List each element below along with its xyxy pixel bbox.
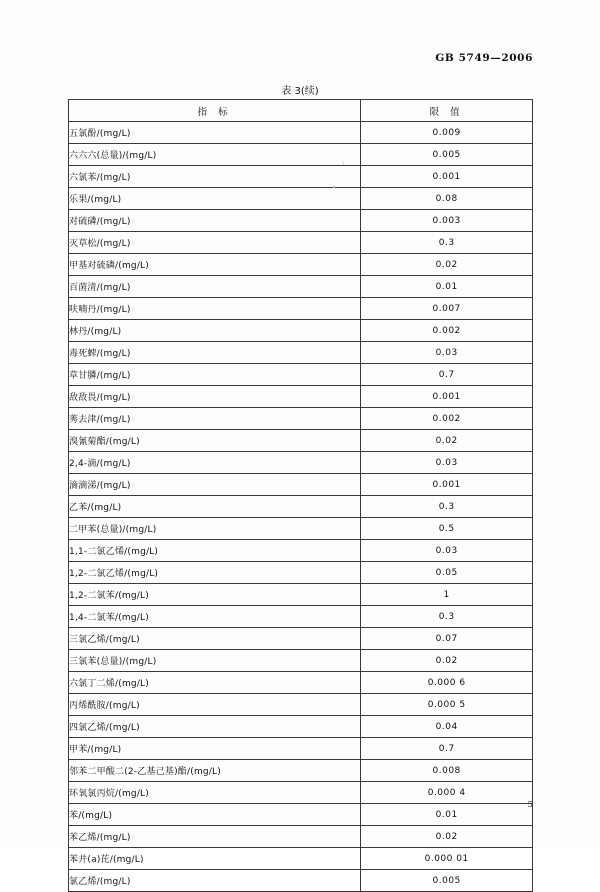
table-row [69, 848, 533, 870]
cell-item: 甲苯/(mg/L) [69, 738, 361, 760]
cell-limit: 0.003 [361, 210, 533, 232]
cell-item: 1,4-二氯苯/(mg/L) [69, 606, 361, 628]
page-number: 5 [527, 800, 533, 810]
table-row [69, 408, 533, 430]
cell-limit: 0.03 [361, 342, 533, 364]
table-body [69, 122, 533, 892]
cell-item: 甲基对硫磷/(mg/L) [69, 254, 361, 276]
cell-item: 三氯乙烯/(mg/L) [69, 628, 361, 650]
table-row [69, 298, 533, 320]
cell-limit: 0.002 [361, 408, 533, 430]
cell-limit: 0.02 [361, 430, 533, 452]
cell-limit: 0.03 [361, 540, 533, 562]
cell-item: 丙烯酰胺/(mg/L) [69, 694, 361, 716]
table-row [69, 232, 533, 254]
cell-limit: 0.000 5 [361, 694, 533, 716]
cell-limit: 0.000 6 [361, 672, 533, 694]
cell-item: 六六六(总量)/(mg/L) [69, 144, 361, 166]
table-row [69, 518, 533, 540]
scan-artifact-mark: ﹨ [340, 159, 347, 167]
cell-item: 草甘膦/(mg/L) [69, 364, 361, 386]
cell-limit: 0.001 [361, 386, 533, 408]
table-row [69, 386, 533, 408]
table-caption: 表 3(续) [281, 86, 319, 97]
table-row [69, 430, 533, 452]
cell-item: 邻苯二甲酸二(2-乙基己基)酯/(mg/L) [69, 760, 361, 782]
cell-item: 氯乙烯/(mg/L) [69, 870, 361, 892]
cell-item: 呋喃丹/(mg/L) [69, 298, 361, 320]
table-row [69, 254, 533, 276]
table-row [69, 496, 533, 518]
cell-limit: 0.04 [361, 716, 533, 738]
table-row [69, 452, 533, 474]
cell-limit: 0.001 [361, 166, 533, 188]
table-row [69, 562, 533, 584]
cell-item: 苯并(a)芘/(mg/L) [69, 848, 361, 870]
table-row [69, 320, 533, 342]
cell-item: 滴滴涕/(mg/L) [69, 474, 361, 496]
table-row [69, 166, 533, 188]
cell-limit: 0.7 [361, 738, 533, 760]
cell-item: 敌敌畏/(mg/L) [69, 386, 361, 408]
cell-item: 苯乙烯/(mg/L) [69, 826, 361, 848]
cell-item: 五氯酚/(mg/L) [69, 122, 361, 144]
cell-limit: 0.008 [361, 760, 533, 782]
cell-limit: 0.08 [361, 188, 533, 210]
cell-limit: 0.02 [361, 826, 533, 848]
cell-limit: 0.02 [361, 650, 533, 672]
table-header-row [69, 100, 533, 122]
cell-limit: 1 [361, 584, 533, 606]
column-header-limit: 限 值 [361, 100, 533, 122]
cell-limit: 0.05 [361, 562, 533, 584]
cell-item: 三氯苯(总量)/(mg/L) [69, 650, 361, 672]
table-row [69, 122, 533, 144]
cell-item: 环氧氯丙烷/(mg/L) [69, 782, 361, 804]
table-row [69, 474, 533, 496]
cell-item: 林丹/(mg/L) [69, 320, 361, 342]
cell-limit: 0.001 [361, 474, 533, 496]
table-row [69, 144, 533, 166]
cell-limit: 0.000 4 [361, 782, 533, 804]
cell-item: 溴氰菊酯/(mg/L) [69, 430, 361, 452]
table-row [69, 210, 533, 232]
cell-item: 苯/(mg/L) [69, 804, 361, 826]
cell-limit: 0.01 [361, 276, 533, 298]
cell-item: 百菌清/(mg/L) [69, 276, 361, 298]
table-row [69, 650, 533, 672]
cell-limit: 0.000 01 [361, 848, 533, 870]
table-row [69, 188, 533, 210]
table-row [69, 804, 533, 826]
cell-item: 灭草松/(mg/L) [69, 232, 361, 254]
cell-limit: 0.009 [361, 122, 533, 144]
table-row [69, 826, 533, 848]
cell-item: 1,1-二氯乙烯/(mg/L) [69, 540, 361, 562]
cell-item: 二甲苯(总量)/(mg/L) [69, 518, 361, 540]
cell-limit: 0.007 [361, 298, 533, 320]
table-row [69, 628, 533, 650]
cell-limit: 0.01 [361, 804, 533, 826]
table-row [69, 870, 533, 892]
cell-item: 乐果/(mg/L) [69, 188, 361, 210]
cell-item: 六氯丁二烯/(mg/L) [69, 672, 361, 694]
table-row [69, 738, 533, 760]
cell-item: 毒死蜱/(mg/L) [69, 342, 361, 364]
cell-item: 2,4-滴/(mg/L) [69, 452, 361, 474]
cell-item: 对硫磷/(mg/L) [69, 210, 361, 232]
cell-item: 莠去津/(mg/L) [69, 408, 361, 430]
table-row [69, 342, 533, 364]
table-row [69, 364, 533, 386]
table-row [69, 694, 533, 716]
table-row [69, 782, 533, 804]
cell-item: 1,2-二氯乙烯/(mg/L) [69, 562, 361, 584]
cell-limit: 0.3 [361, 606, 533, 628]
cell-limit: 0.03 [361, 452, 533, 474]
cell-limit: 0.005 [361, 870, 533, 892]
table-row [69, 584, 533, 606]
cell-limit: 0.7 [361, 364, 533, 386]
cell-item: 乙苯/(mg/L) [69, 496, 361, 518]
cell-item: 1,2-二氯苯/(mg/L) [69, 584, 361, 606]
column-header-item: 指 标 [69, 100, 361, 122]
cell-limit: 0.002 [361, 320, 533, 342]
cell-limit: 0.005 [361, 144, 533, 166]
table-row [69, 540, 533, 562]
table-row [69, 716, 533, 738]
table-row [69, 606, 533, 628]
cell-limit: 0.3 [361, 232, 533, 254]
table-row [69, 672, 533, 694]
scan-speck [333, 186, 335, 188]
table-row [69, 276, 533, 298]
cell-limit: 0.02 [361, 254, 533, 276]
table-row [69, 760, 533, 782]
cell-limit: 0.07 [361, 628, 533, 650]
standard-code-header: GB 5749—2006 [435, 52, 533, 64]
cell-item: 四氯乙烯/(mg/L) [69, 716, 361, 738]
specification-table [68, 99, 533, 892]
cell-limit: 0.5 [361, 518, 533, 540]
cell-limit: 0.3 [361, 496, 533, 518]
cell-item: 六氯苯/(mg/L) [69, 166, 361, 188]
